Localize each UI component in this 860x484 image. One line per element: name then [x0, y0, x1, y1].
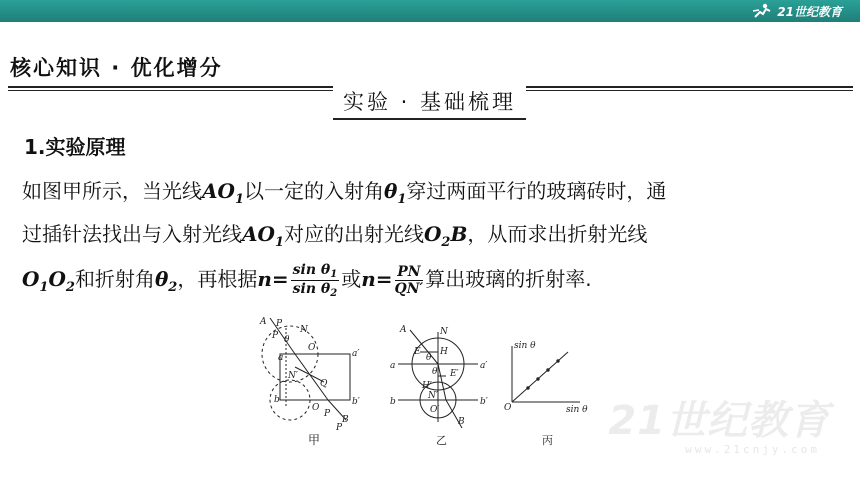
watermark-url: www.21cnjy.com — [685, 443, 820, 456]
svg-text:O: O — [312, 403, 320, 413]
figure-bing — [512, 346, 580, 402]
runner-logo-icon — [751, 3, 773, 19]
svg-text:N: N — [440, 327, 448, 337]
svg-text:A: A — [400, 325, 407, 335]
svg-text:θ: θ — [432, 367, 438, 377]
svg-text:a: a — [390, 361, 396, 371]
svg-text:O′: O′ — [430, 405, 440, 415]
svg-text:sin θ: sin θ — [566, 405, 588, 415]
svg-text:N′: N′ — [428, 391, 438, 401]
svg-text:甲: 甲 — [308, 433, 321, 447]
svg-text:E: E — [414, 347, 421, 357]
svg-text:P: P — [336, 423, 343, 433]
svg-text:b: b — [390, 397, 396, 407]
svg-text:N′: N′ — [288, 371, 298, 381]
svg-text:P: P — [276, 319, 283, 329]
svg-text:B: B — [458, 417, 465, 427]
watermark-logo: 21世纪教育 — [608, 398, 830, 444]
svg-text:b: b — [274, 395, 280, 405]
svg-text:b′: b′ — [480, 397, 488, 407]
figures-group — [250, 312, 600, 452]
svg-text:b′: b′ — [352, 397, 360, 407]
svg-text:E′: E′ — [450, 369, 459, 379]
section-title: 核心知识 · 优化增分 — [10, 56, 223, 80]
optics-figures — [250, 312, 600, 452]
paragraph-line-1: 如图甲所示，当光线$AO_1$以一定的入射角$\theta_1$穿过两面平行的玻璃砖时，通 — [22, 179, 667, 207]
figure-bing-labels — [504, 341, 588, 447]
formula-sine-ratio: $\frac{\sin \theta_1}{\sin \theta_2}$ — [292, 262, 338, 299]
figure-yi-labels — [390, 325, 488, 447]
svg-text:N: N — [300, 325, 308, 335]
svg-text:B: B — [342, 415, 349, 425]
svg-text:a′: a′ — [480, 361, 488, 371]
svg-text:P: P — [272, 331, 279, 341]
heading: 1.实验原理 — [24, 135, 126, 159]
svg-text:O: O — [504, 403, 512, 413]
subtitle-box — [333, 84, 526, 120]
svg-text:H′: H′ — [422, 381, 432, 391]
figure-jia-labels — [259, 317, 360, 447]
logo-text: 21世纪教育 — [777, 4, 842, 19]
svg-text:H: H — [440, 347, 448, 357]
svg-text:a: a — [278, 353, 284, 363]
svg-text:Q: Q — [320, 379, 328, 389]
svg-text:θ: θ — [426, 353, 432, 363]
svg-text:a′: a′ — [352, 349, 360, 359]
svg-text:丙: 丙 — [542, 434, 553, 447]
top-banner — [0, 0, 860, 22]
svg-text:乙: 乙 — [436, 434, 447, 447]
subtitle: 实验 · 基础梳理 — [342, 90, 517, 114]
svg-text:O: O — [308, 343, 316, 353]
svg-text:θ: θ — [284, 335, 290, 345]
svg-text:P: P — [324, 409, 331, 419]
svg-text:sin θ: sin θ — [514, 341, 536, 351]
formula-length-ratio: $\frac{PN}{QN'}$ — [394, 264, 424, 297]
paragraph-line-2: 过插针法找出与入射光线$AO_1$对应的出射光线$O_2B$，从而求出折射光线 — [22, 222, 648, 250]
svg-text:A: A — [260, 317, 267, 327]
paragraph-line-3: $O_1O_2$和折射角$\theta_2$，再根据n= $\frac{\sin \theta_1}{\sin \theta_2}$ 或n= $\frac{PN}{QN'}$ 算出玻璃的折射率. — [22, 262, 592, 299]
brand-logo — [751, 2, 842, 20]
